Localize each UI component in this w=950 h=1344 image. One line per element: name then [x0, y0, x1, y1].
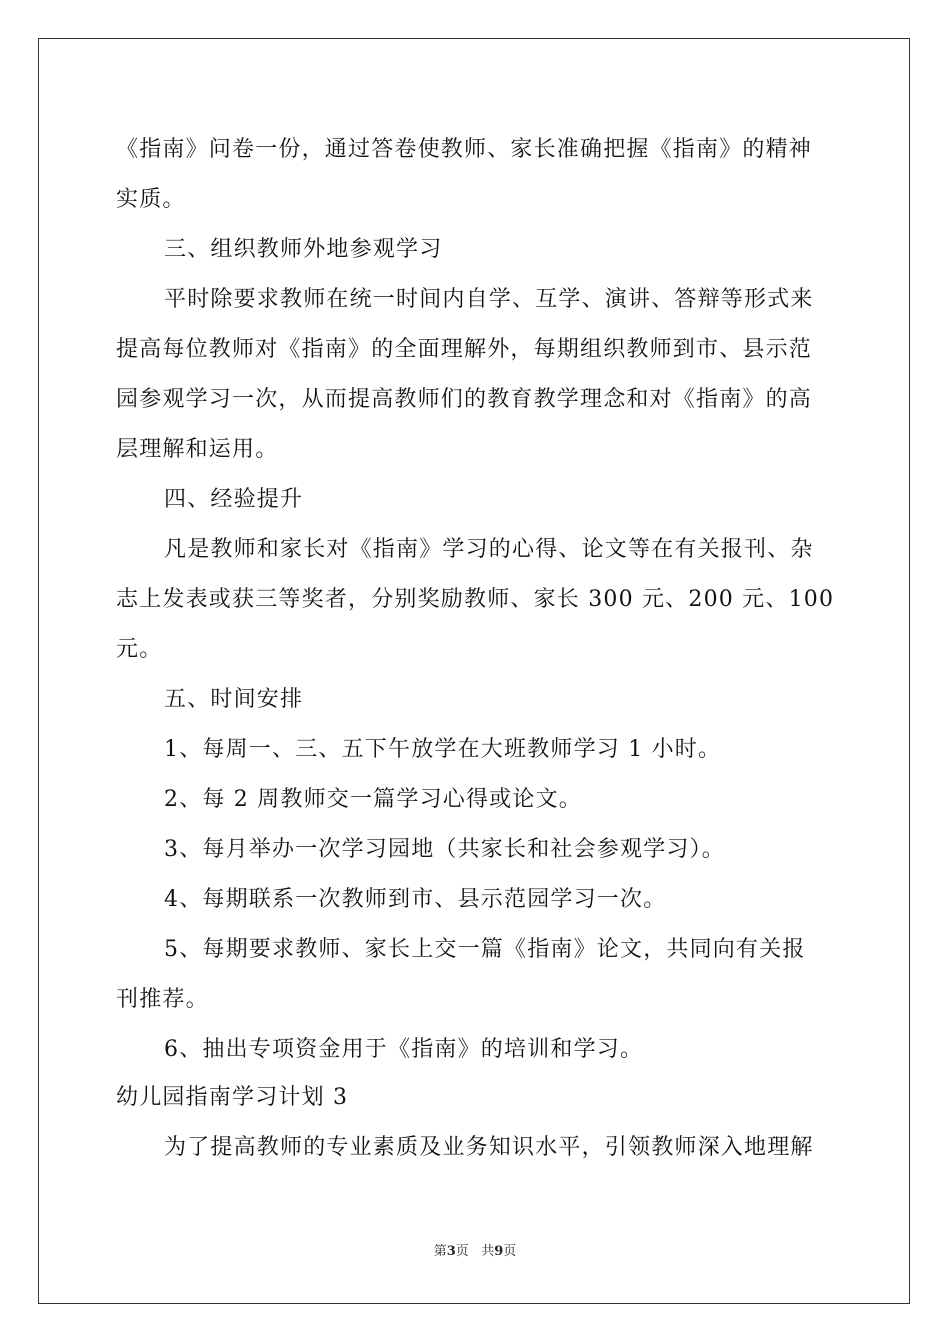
section-heading: 四、经验提升 [164, 487, 304, 512]
footer-total-suffix: 页 [503, 1244, 517, 1259]
body-line: 提高每位教师对《指南》的全面理解外，每期组织教师到市、县示范 [116, 337, 813, 362]
body-line: 为了提高教师的专业素质及业务知识水平，引领教师深入地理解 [164, 1135, 814, 1160]
list-item: 6、抽出专项资金用于《指南》的培训和学习。 [164, 1037, 644, 1062]
list-item: 4、每期联系一次教师到市、县示范园学习一次。 [164, 887, 667, 912]
list-item: 1、每周一、三、五下午放学在大班教师学习 1 小时。 [164, 737, 722, 762]
body-line: 平时除要求教师在统一时间内自学、互学、演讲、答辩等形式来 [164, 287, 814, 312]
section-heading: 三、组织教师外地参观学习 [164, 237, 443, 262]
body-line: 元。 [116, 637, 163, 662]
section-heading: 五、时间安排 [164, 687, 304, 712]
footer-total-pages: 9 [494, 1244, 504, 1259]
list-item-continuation: 刊推荐。 [116, 987, 209, 1012]
list-item: 5、每期要求教师、家长上交一篇《指南》论文，共同向有关报 [164, 937, 806, 962]
body-line: 志上发表或获三等奖者，分别奖励教师、家长 300 元、200 元、100 [116, 587, 835, 612]
body-line: 层理解和运用。 [116, 437, 279, 462]
page-border [38, 38, 910, 1304]
body-line: 《指南》问卷一份，通过答卷使教师、家长准确把握《指南》的精神 [116, 137, 813, 162]
document-title: 幼儿园指南学习计划 3 [116, 1085, 349, 1110]
body-line: 凡是教师和家长对《指南》学习的心得、论文等在有关报刊、杂 [164, 537, 814, 562]
footer-page-number: 3 [446, 1244, 456, 1259]
list-item: 2、每 2 周教师交一篇学习心得或论文。 [164, 787, 582, 812]
footer-total-prefix: 共 [481, 1244, 495, 1259]
page-footer [0, 1243, 950, 1261]
footer-page-suffix: 页 [455, 1244, 469, 1259]
body-line: 实质。 [116, 187, 186, 212]
body-line: 园参观学习一次，从而提高教师们的教育教学理念和对《指南》的高 [116, 387, 813, 412]
footer-prefix: 第 [433, 1244, 447, 1259]
list-item: 3、每月举办一次学习园地（共家长和社会参观学习）。 [164, 837, 725, 862]
